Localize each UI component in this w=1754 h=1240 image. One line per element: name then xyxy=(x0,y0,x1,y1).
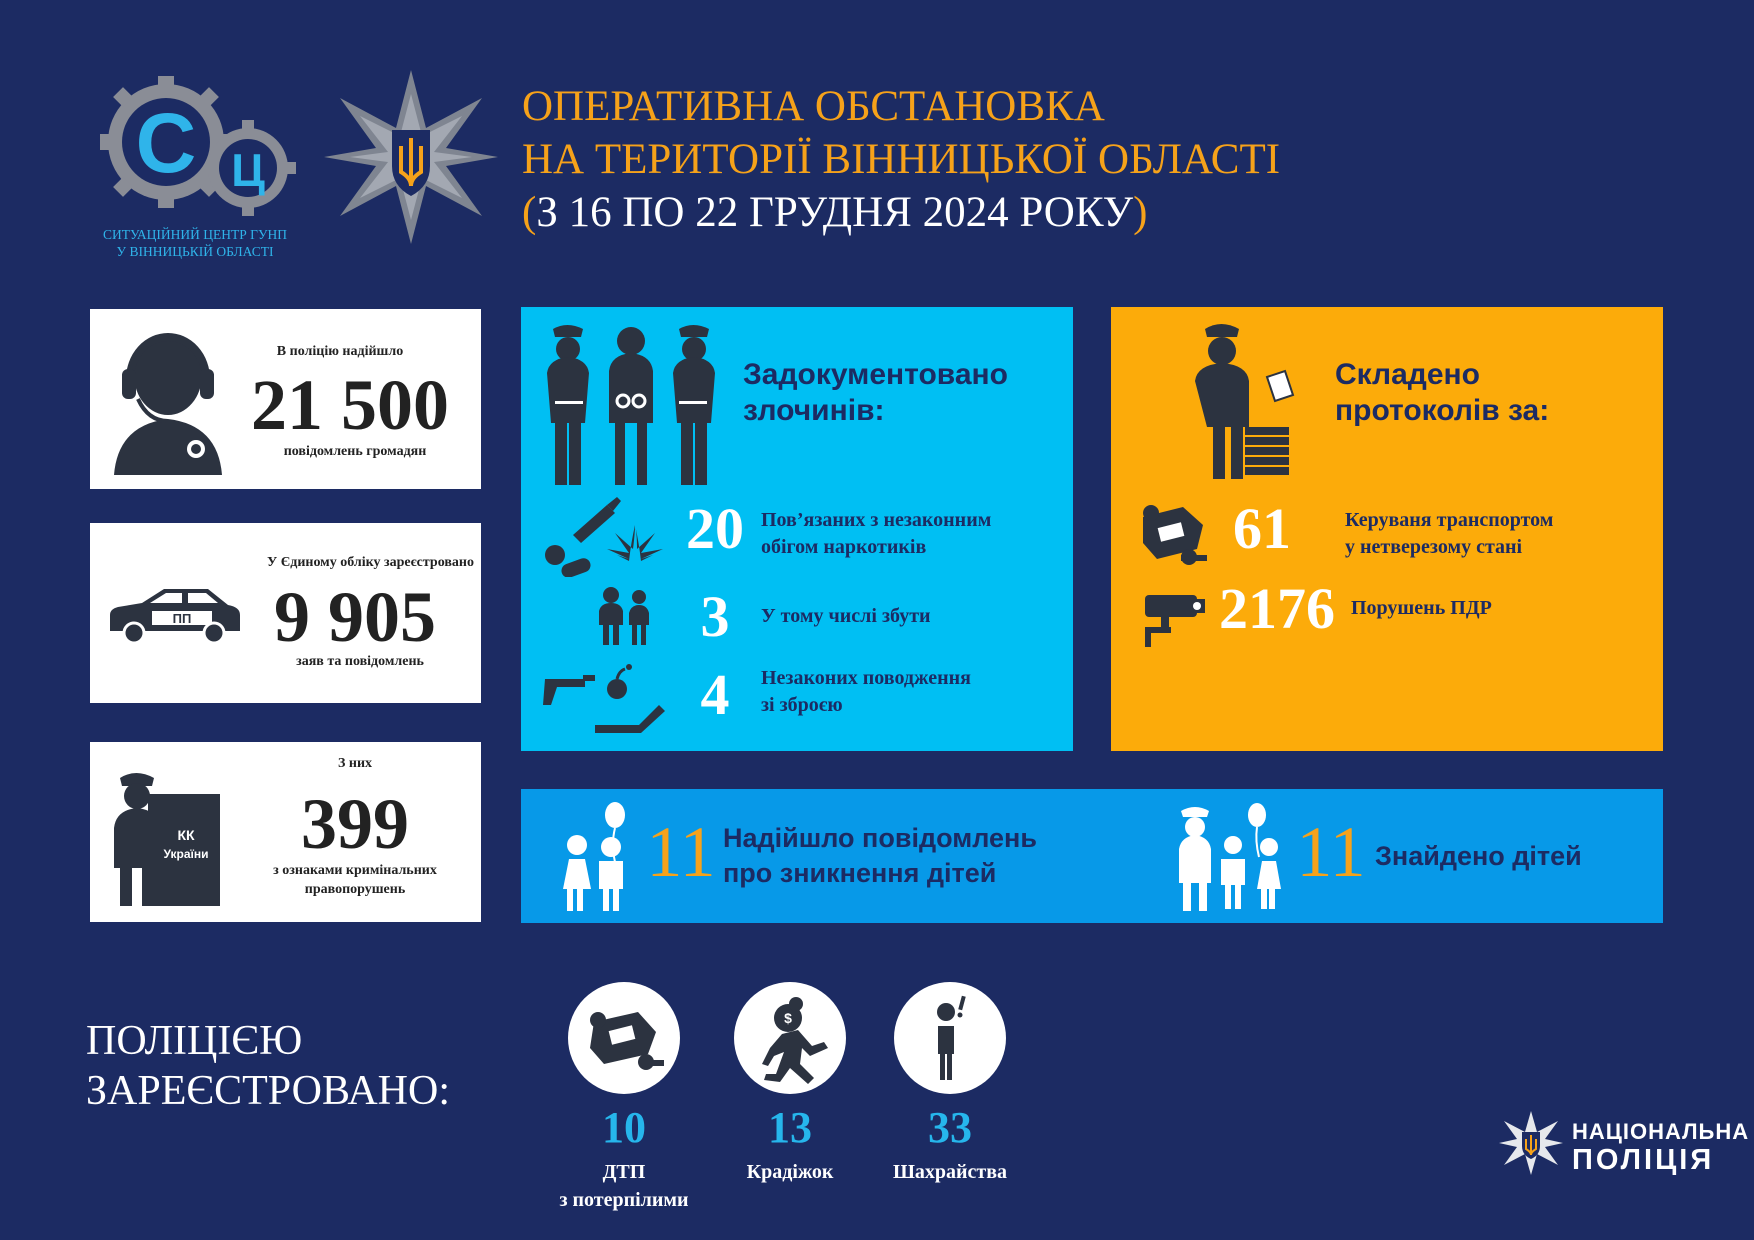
overturned-car-icon xyxy=(1137,503,1209,567)
police-star-icon xyxy=(1498,1110,1564,1176)
protocols-heading: Складено протоколів за: xyxy=(1335,358,1550,427)
missing-children-label: Надійшло повідомлень про зникнення дітей xyxy=(723,823,1037,888)
protocols-panel: Складено протоколів за: 61 Керуваня транспортом у нетверезому стані 2176 Порушень ПДР xyxy=(1111,307,1663,751)
drugs-icon xyxy=(543,495,663,577)
calls-card: В поліцію надійшло 21 500 повідомлень громадян xyxy=(90,309,481,489)
officer-with-code-icon xyxy=(106,768,242,910)
traffic-camera-icon xyxy=(1141,587,1207,649)
logo-caption: СИТУАЦІЙНИЙ ЦЕНТР ГУНП У ВІННИЦЬКІЙ ОБЛАСТІ xyxy=(102,227,288,259)
period: (З 16 ПО 22 ГРУДНЯ 2024 РОКУ) xyxy=(522,189,1148,236)
crime-sales-label: У тому числі збути xyxy=(761,605,931,627)
fraud-label: Шахрайства xyxy=(892,1161,1008,1183)
protocol-traffic-label: Порушень ПДР xyxy=(1351,597,1492,619)
accident-label: ДТП з потерпілими xyxy=(559,1161,689,1211)
footer-police-emblem xyxy=(1498,1110,1564,1176)
fraud-circle xyxy=(894,982,1006,1094)
svg-text:С: С xyxy=(135,96,197,190)
crime-drugs-label: Пов’язаних з незаконним обігом наркотиків xyxy=(761,509,992,558)
gears-icon xyxy=(88,76,308,226)
page-title: ОПЕРАТИВНА ОБСТАНОВКА НА ТЕРИТОРІЇ ВІННИЦЬКОЇ ОБЛАСТІ (З 16 ПО 22 ГРУДНЯ 2024 РОКУ) xyxy=(522,80,1280,239)
accident-circle xyxy=(568,982,680,1094)
crimes-heading: Задокументовано злочинів: xyxy=(743,358,1008,427)
svg-text:КК: КК xyxy=(177,827,195,843)
criminal-card: З них КК України 399 з ознаками кримінальних правопорушень xyxy=(90,742,481,922)
register-card: У Єдиному обліку зареєстровано ПП 9 905 заяв та повідомлень xyxy=(90,523,481,703)
theft-circle xyxy=(734,982,846,1094)
car-crash-icon xyxy=(568,982,680,1094)
police-emblem xyxy=(322,68,500,246)
crimes-panel: Задокументовано злочинів: 20 Пов’язаних з незаконним обігом наркотиків 3 У тому числі збути 4 Незаконих поводження зі зброєю xyxy=(521,307,1073,751)
weapon-icon xyxy=(543,663,667,735)
theft-label: Крадіжок xyxy=(746,1161,834,1183)
police-officer-writing-icon xyxy=(1185,321,1305,481)
crime-weapons-label: Незаконих поводження зі зброєю xyxy=(761,667,971,716)
situation-center-logo xyxy=(88,76,308,226)
fraud-icon xyxy=(894,982,1006,1094)
protocol-drunk-label: Керуваня транспортом у нетверезому стані xyxy=(1345,509,1554,558)
svg-text:України: України xyxy=(163,847,209,861)
national-police-brand: НАЦІОНАЛЬНА ПОЛІЦІЯ xyxy=(1572,1119,1750,1176)
children-balloon-icon xyxy=(557,799,637,913)
officer-with-children-icon xyxy=(1177,799,1289,913)
found-children-label: Знайдено дітей xyxy=(1375,841,1582,871)
svg-text:ПП: ПП xyxy=(172,611,192,626)
registered-heading: ПОЛІЦІЄЮ ЗАРЕЄСТРОВАНО: xyxy=(86,1018,451,1114)
police-arrest-icon xyxy=(541,321,721,489)
thief-icon xyxy=(734,982,846,1094)
children-panel: 11 Надійшло повідомлень про зникнення дітей 11 Знайдено дітей xyxy=(521,789,1663,923)
svg-text:Ц: Ц xyxy=(231,144,265,196)
operator-icon xyxy=(108,323,228,475)
police-car-icon xyxy=(106,585,242,645)
drug-deal-icon xyxy=(595,585,655,645)
police-star-icon xyxy=(322,68,500,246)
svg-text:$: $ xyxy=(784,1010,792,1026)
